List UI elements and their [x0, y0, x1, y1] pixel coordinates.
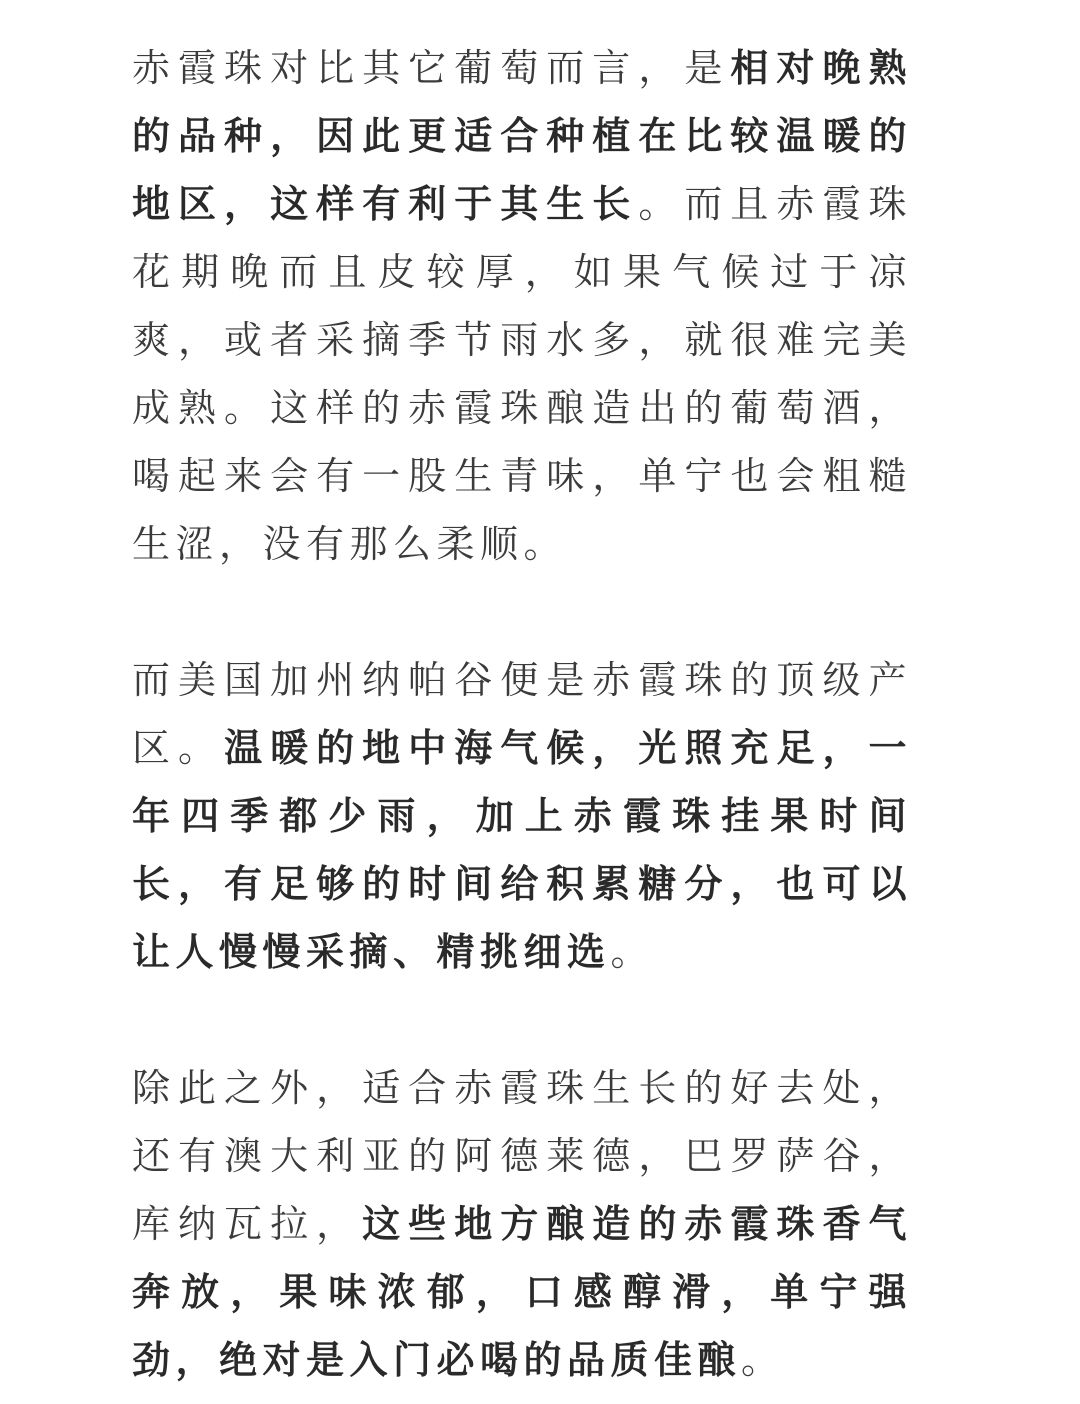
paragraph-napa-valley	[132, 646, 912, 986]
text-segment: 除此之外，适合赤霞珠生长的好去处，还有澳大利亚的阿德莱德，巴罗萨谷，库纳瓦拉，	[132, 1066, 912, 1246]
text-segment: 而美国加州纳帕谷便是赤霞珠的顶级产区。	[132, 658, 912, 770]
highlighted-text: 温暖的地中海气候，光照充足，一年四季都少雨，加上赤霞珠挂果时间长，有足够的时间给积累糖分，也可以让人慢慢采摘、精挑细选	[132, 726, 912, 974]
paragraph-late-ripening	[132, 34, 912, 578]
paragraph-australia-regions	[132, 1054, 912, 1394]
text-segment: 。	[741, 1338, 785, 1382]
article-body	[132, 34, 912, 1394]
highlighted-text: 这些地方酿造的赤霞珠香气奔放，果味浓郁，口感醇滑，单宁强劲，绝对是入门必喝的品质佳酿	[132, 1202, 912, 1382]
text-segment: 赤霞珠对比其它葡萄而言，是	[132, 46, 731, 90]
text-segment: 。而且赤霞珠花期晚而且皮较厚，如果气候过于凉爽，或者采摘季节雨水多，就很难完美成熟。这样的赤霞珠酿造出的葡萄酒，喝起来会有一股生青味，单宁也会粗糙生涩，没有那么柔顺。	[132, 182, 912, 566]
text-segment: 。	[610, 930, 655, 974]
highlighted-text: 相对晚熟的品种，因此更适合种植在比较温暖的地区，这样有利于其生长	[132, 46, 912, 226]
